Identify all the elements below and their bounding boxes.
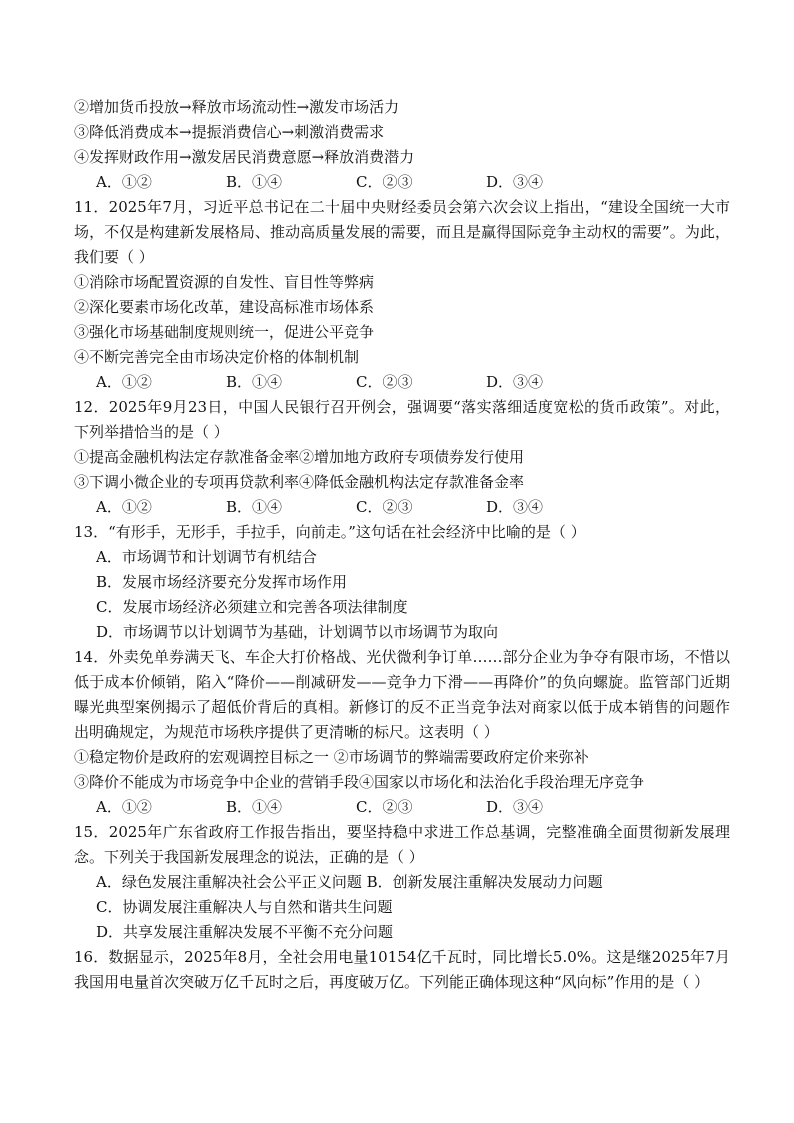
q12-items-3-4: ③下调小微企业的专项再贷款利率④降低金融机构法定存款准备金率 [74,473,525,491]
q11-item-3: ③强化市场基础制度规则统一，促进公平竞争 [74,323,375,341]
option-d[interactable]: D．③④ [486,498,544,516]
option-d[interactable]: D．③④ [486,798,544,816]
q13-stem: 13．“有形手，无形手，手拉手，向前走。”这句话在社会经济中比喻的是（ ） [74,523,586,541]
question-10 [74,95,730,195]
q10-options [74,170,730,195]
question-12 [74,395,730,520]
option-c[interactable]: C．②③ [356,498,413,516]
q16-stem: 16．数据显示，2025年8月，全社会用电量10154亿千瓦时，同比增长5.0%。这是继2025年7月我国用电量首次突破万亿千瓦时之后，再度破万亿。下列能正确体现这种“风向标”作用的是（ ） [74,948,730,991]
q11-stem: 11．2025年7月，习近平总书记在二十届中央财经委员会第六次会议上指出，“建设全国统一大市场，不仅是构建新发展格局、推动高质量发展的需要，而且是赢得国际竞争主动权的需要”。为此，我们要（ ） [74,198,730,266]
option-c[interactable]: C．②③ [356,373,413,391]
q14-stem: 14．外卖免单券满天飞、车企大打价格战、光伏微利争订单……部分企业为争夺有限市场，不惜以低于成本价倾销，陷入“降价——削减研发——竞争力下滑——再降价”的负向螺旋。监管部门近期曝光典型案例揭示了超低价背后的真相。新修订的反不正当竞争法对商家以低于成本销售的问题作出明确规定，为规范市场秩序提供了更清晰的标尺。这表明（ ） [74,648,730,741]
page-content [74,95,730,995]
q10-item-4: ④发挥财政作用→激发居民消费意愿→释放消费潜力 [74,148,415,166]
q10-item-3: ③降低消费成本→提振消费信心→刺激消费需求 [74,123,385,141]
q11-item-2: ②深化要素市场化改革，建设高标准市场体系 [74,298,375,316]
q13-choice-d[interactable]: D．市场调节以计划调节为基础，计划调节以市场调节为取向 [96,623,499,641]
question-15 [74,820,730,945]
question-14 [74,645,730,820]
question-13 [74,520,730,645]
q12-items-1-2: ①提高金融机构法定存款准备金率②增加地方政府专项债券发行使用 [74,448,525,466]
option-b[interactable]: B．①④ [226,373,283,391]
option-b[interactable]: B．①④ [226,498,283,516]
q11-options [74,370,730,395]
option-a[interactable]: A．①② [96,498,152,516]
q15-choice-d[interactable]: D．共享发展注重解决发展不平衡不充分问题 [96,923,394,941]
q12-stem: 12．2025年9月23日，中国人民银行召开例会，强调要“落实落细适度宽松的货币政策”。对此，下列举措恰当的是（ ） [74,398,730,441]
option-a[interactable]: A．①② [96,173,152,191]
option-b[interactable]: B．①④ [226,798,283,816]
q12-options [74,495,730,520]
q11-item-1: ①消除市场配置资源的自发性、盲目性等弊病 [74,273,375,291]
q13-choice-a[interactable]: A．市场调节和计划调节有机结合 [96,548,317,566]
option-d[interactable]: D．③④ [486,373,544,391]
q15-stem: 15．2025年广东省政府工作报告指出，要坚持稳中求进工作总基调，完整准确全面贯彻新发展理念。下列关于我国新发展理念的说法，正确的是（ ） [74,823,730,866]
q10-item-2: ②增加货币投放→释放市场流动性→激发市场活力 [74,98,400,116]
question-16 [74,945,730,995]
question-11 [74,195,730,395]
option-a[interactable]: A．①② [96,373,152,391]
q14-items-3-4: ③降价不能成为市场竞争中企业的营销手段④国家以市场化和法治化手段治理无序竞争 [74,773,645,791]
option-b[interactable]: B．①④ [226,173,283,191]
q13-choice-b[interactable]: B．发展市场经济要充分发挥市场作用 [96,573,348,591]
option-d[interactable]: D．③④ [486,173,544,191]
option-c[interactable]: C．②③ [356,798,413,816]
q14-items-1-2: ①稳定物价是政府的宏观调控目标之一 ②市场调节的弊端需要政府定价来弥补 [74,748,589,766]
q13-choice-c[interactable]: C．发展市场经济必须建立和完善各项法律制度 [96,598,408,616]
q11-item-4: ④不断完善完全由市场决定价格的体制机制 [74,348,360,366]
q15-choices-a-b[interactable]: A．绿色发展注重解决社会公平正义问题 B．创新发展注重解决发展动力问题 [96,873,603,891]
option-a[interactable]: A．①② [96,798,152,816]
option-c[interactable]: C．②③ [356,173,413,191]
q15-choice-c[interactable]: C．协调发展注重解决人与自然和谐共生问题 [96,898,393,916]
q14-options [74,795,730,820]
